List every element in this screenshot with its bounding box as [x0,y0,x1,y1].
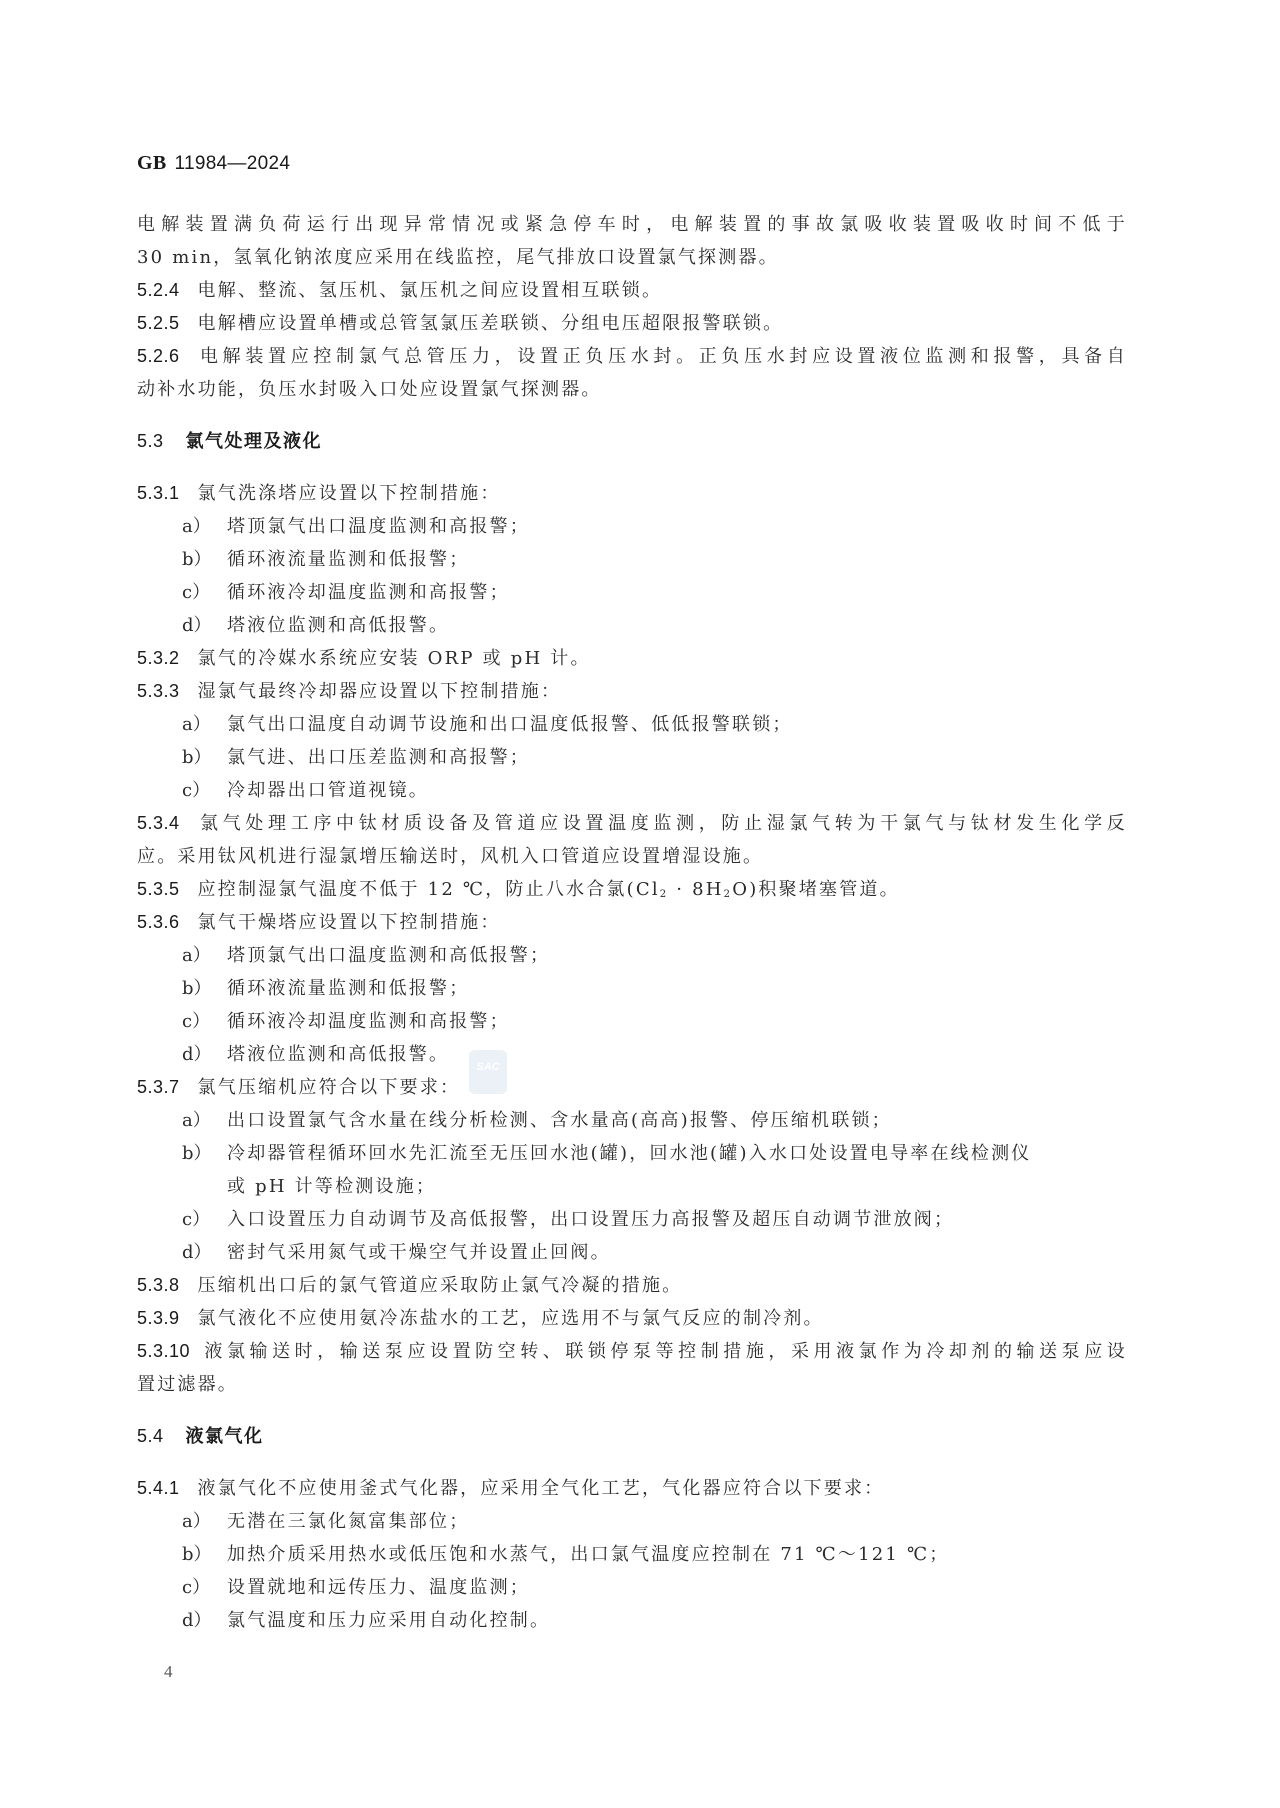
clause-text: 电解槽应设置单槽或总管氢氯压差联锁、分组电压超限报警联锁。 [197,313,784,334]
list-marker: d） [182,1610,212,1631]
list-marker: c） [182,1577,211,1598]
clause-5-3-10 [137,1335,1127,1368]
list-marker: a） [182,1511,211,1532]
clause-5-3-8 [137,1269,1127,1302]
clause-number: 5.2.5 [137,313,180,333]
clause-text: 电解、整流、氢压机、氯压机之间应设置相互联锁。 [197,280,663,301]
list-item-text: 循环液流量监测和低报警； [227,978,470,999]
list-item-text: 加热介质采用热水或低压饱和水蒸气，出口氯气温度应控制在 71 ℃～121 ℃； [227,1544,950,1565]
clause-5-3-4 [137,807,1127,840]
list-marker: b） [182,747,212,768]
list-item-text: 冷却器管程循环回水先汇流至无压回水池(罐)，回水池(罐)入水口处设置电导率在线检测仪 [227,1143,1032,1164]
list-marker: c） [182,780,211,801]
section-title: 氯气处理及液化 [185,431,323,452]
list-item [137,1104,1127,1137]
clause-5-3-5 [137,873,1127,906]
clause-5-3-4-cont: 应。采用钛风机进行湿氯增压输送时，风机入口管道应设置增湿设施。 [137,846,764,867]
list-marker: c） [182,1011,211,1032]
clause-text: 液氯输送时，输送泵应设置防空转、联锁停泵等控制措施，采用液氯作为冷却剂的输送泵应设 [202,1341,1127,1362]
list-item [137,972,1127,1005]
list-item [137,1571,1127,1604]
clause-text: 氯气干燥塔应设置以下控制措施： [197,912,501,933]
clause-5-3-3 [137,675,1127,708]
clause-number: 5.3.2 [137,648,180,668]
standard-prefix: GB [137,152,167,174]
list-item-cont: 或 pH 计等检测设施； [227,1176,437,1197]
document-body [137,208,1127,1637]
clause-5-2-6 [137,340,1127,373]
list-item [137,774,1127,807]
clause-number: 5.2.4 [137,280,180,300]
clause-text: 氯气的冷媒水系统应安装 ORP 或 pH 计。 [197,648,591,669]
clause-number: 5.3.10 [137,1341,191,1361]
clause-5-4-1 [137,1472,1127,1505]
section-number: 5.4 [137,1426,164,1446]
intro-line-2: 30 min，氢氧化钠浓度应采用在线监控，尾气排放口设置氯气探测器。 [137,247,779,268]
clause-5-3-2 [137,642,1127,675]
list-item [137,708,1127,741]
list-marker: d） [182,1242,212,1263]
clause-number: 5.3.9 [137,1308,180,1328]
clause-5-3-10-cont: 置过滤器。 [137,1374,238,1395]
clause-text: 氯气处理工序中钛材质设备及管道应设置温度监测，防止湿氯气转为干氯气与钛材发生化学反 [197,813,1127,834]
clause-text: 氯气洗涤塔应设置以下控制措施： [197,483,501,504]
clause-number: 5.3.5 [137,879,180,899]
list-item-text: 氯气温度和压力应采用自动化控制。 [227,1610,551,1631]
list-item-text: 循环液冷却温度监测和高报警； [227,582,510,603]
list-item-text: 塔顶氯气出口温度监测和高低报警； [227,945,551,966]
list-item-text: 塔液位监测和高低报警。 [227,615,450,636]
list-marker: b） [182,1544,212,1565]
intro-line-1: 电解装置满负荷运行出现异常情况或紧急停车时，电解装置的事故氯吸收装置吸收时间不低于 [137,214,1127,235]
section-number: 5.3 [137,431,164,451]
list-item-text: 氯气进、出口压差监测和高报警； [227,747,530,768]
clause-number: 5.3.4 [137,813,180,833]
list-item-text: 出口设置氯气含水量在线分析检测、含水量高(高高)报警、停压缩机联锁； [227,1110,892,1131]
list-marker: a） [182,714,211,735]
clause-5-2-6-cont: 动补水功能，负压水封吸入口处应设置氯气探测器。 [137,379,602,400]
clause-number: 5.3.3 [137,681,180,701]
clause-text: · 8H [668,879,724,900]
section-title: 液氯气化 [185,1426,264,1447]
clause-5-2-5 [137,307,1127,340]
list-marker: c） [182,1209,211,1230]
list-marker: b） [182,1143,212,1164]
clause-number: 5.3.1 [137,483,180,503]
clause-number: 5.2.6 [137,346,180,366]
list-item [137,1236,1127,1269]
list-item-text: 密封气采用氮气或干燥空气并设置止回阀。 [227,1242,611,1263]
subscript: 2 [659,889,669,900]
list-item [137,543,1127,576]
clause-number: 5.3.7 [137,1077,180,1097]
list-item [137,939,1127,972]
clause-5-3-7 [137,1071,1127,1104]
list-item [137,1038,1127,1071]
list-item-text: 氯气出口温度自动调节设施和出口温度低报警、低低报警联锁； [227,714,793,735]
list-item-text: 循环液流量监测和低报警； [227,549,470,570]
clause-text: 氯气液化不应使用氨冷冻盐水的工艺，应选用不与氯气反应的制冷剂。 [197,1308,824,1329]
clause-5-3-6 [137,906,1127,939]
list-item [137,1137,1127,1170]
page-number: 4 [164,1662,173,1681]
standard-header [137,152,290,175]
list-marker: b） [182,978,212,999]
list-item-text: 塔顶氯气出口温度监测和高报警； [227,516,530,537]
list-item [137,1005,1127,1038]
clause-text: 氯气压缩机应符合以下要求： [197,1077,461,1098]
list-marker: a） [182,516,211,537]
clause-text: 压缩机出口后的氯气管道应采取防止氯气冷凝的措施。 [197,1275,683,1296]
clause-text: 湿氯气最终冷却器应设置以下控制措施： [197,681,562,702]
clause-text: 应控制湿氯气温度不低于 12 ℃，防止八水合氯(Cl [197,879,660,900]
list-item-text: 冷却器出口管道视镜。 [227,780,429,801]
clause-number: 5.4.1 [137,1478,180,1498]
clause-5-3-1 [137,477,1127,510]
clause-text: O)积聚堵塞管道。 [732,879,900,900]
section-heading-5-4 [137,1420,1127,1453]
list-item [137,1538,1127,1571]
list-item-text: 塔液位监测和高低报警。 [227,1044,450,1065]
list-item-text: 设置就地和远传压力、温度监测； [227,1577,530,1598]
list-item-text: 循环液冷却温度监测和高报警； [227,1011,510,1032]
list-item [137,609,1127,642]
list-item-text: 入口设置压力自动调节及高低报警，出口设置压力高报警及超压自动调节泄放阀； [227,1209,955,1230]
clause-5-3-9 [137,1302,1127,1335]
clause-5-2-4 [137,274,1127,307]
list-item [137,1604,1127,1637]
standard-number: 11984—2024 [174,153,291,174]
list-item [137,510,1127,543]
list-item [137,1203,1127,1236]
list-item [137,741,1127,774]
list-item [137,576,1127,609]
sac-watermark-icon: SAC [469,1050,507,1094]
clause-text: 液氯气化不应使用釜式气化器，应采用全气化工艺，气化器应符合以下要求： [197,1478,885,1499]
section-heading-5-3 [137,425,1127,458]
clause-number: 5.3.8 [137,1275,180,1295]
list-marker: a） [182,1110,211,1131]
list-marker: b） [182,549,212,570]
clause-text: 电解装置应控制氯气总管压力，设置正负压水封。正负压水封应设置液位监测和报警，具备自 [197,346,1127,367]
list-marker: a） [182,945,211,966]
list-marker: c） [182,582,211,603]
list-item-text: 无潜在三氯化氮富集部位； [227,1511,470,1532]
subscript: 2 [723,889,733,900]
clause-number: 5.3.6 [137,912,180,932]
list-marker: d） [182,615,212,636]
list-marker: d） [182,1044,212,1065]
list-item [137,1505,1127,1538]
